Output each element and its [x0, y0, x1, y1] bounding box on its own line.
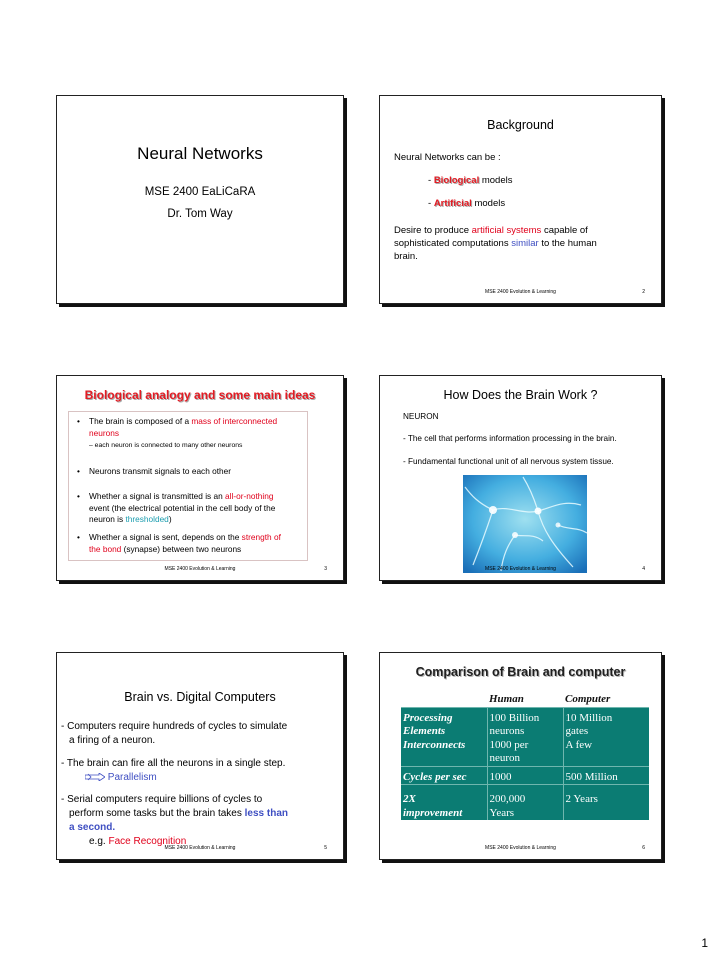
author-name: Dr. Tom Way	[167, 208, 233, 220]
desire-paragraph: Desire to produce artificial systems capable of sophisticated computations similar to the human brain.	[394, 225, 597, 262]
point-3: - Serial computers require billions of cycles to perform some tasks but the brain takes less than a second.	[61, 794, 288, 833]
point-1: - Computers require hundreds of cycles to simulate a firing of a neuron.	[61, 721, 288, 746]
bullet-1: • The brain is composed of a mass of interconnected neurons	[77, 416, 278, 438]
arrow-icon	[85, 773, 105, 781]
sheet-page-number: 1	[701, 936, 708, 950]
slide-4: How Does the Brain Work ? NEURON - The cell that performs information processing in the brain. - Fundamental functional unit of all nervous system tissue. MSE 2400 Evolution & Learning 4	[379, 375, 662, 581]
table-header-row	[401, 693, 649, 707]
table-row: 2X improvement 200,000 Years 2 Years	[401, 793, 649, 820]
bullet-box	[68, 411, 308, 561]
item-biological: - Biological models	[428, 175, 513, 186]
slide-3: Biological analogy and some main ideas • The brain is composed of a mass of interconnected neurons – each neuron is connected to many other neurons • Neurons transmit signals to each other • Whether a signal is transmitted is an all-or-nothing event (the electrical potential in the cell body of the neuron is thresholded) • Whether a signal is sent, depends on the strength of the bond (synapse) between two neurons MSE 2400 Evolution & Learning 3	[56, 375, 344, 581]
neuron-heading: NEURON	[403, 412, 439, 421]
item-artificial: - Artificial models	[428, 198, 506, 209]
comparison-table	[401, 693, 649, 820]
slide-5: Brain vs. Digital Computers - Computers require hundreds of cycles to simulate a firing of a neuron. - The brain can fire all the neurons in a single step. Parallelism - Serial computers require billions of cycles to perform some tasks but the brain takes less than a second. e.g. Face Recognition MSE 2400 Evolution & Learning 5	[56, 652, 344, 860]
sub-bullet-1: – each neuron is connected to many other neurons	[89, 442, 243, 449]
slide-title: Background	[487, 118, 554, 132]
header-human: Human	[487, 693, 563, 707]
parallelism-line: Parallelism	[61, 772, 157, 783]
bullet-2: • Neurons transmit signals to each other	[77, 466, 232, 476]
table-row: Interconnects 1000 per neuron A few	[401, 739, 649, 767]
slide-title: Biological analogy and some main ideas	[84, 388, 316, 402]
table-row: Cycles per sec 1000 500 Million	[401, 771, 649, 785]
bullet-4: • Whether a signal is sent, depends on the strength of the bond (synapse) between two neurons	[77, 532, 281, 554]
neuron-line-2: - Fundamental functional unit of all nervous system tissue.	[403, 457, 614, 466]
bullet-3: • Whether a signal is transmitted is an all-or-nothing event (the electrical potential in the cell body of the neuron is thresholded)	[77, 491, 276, 524]
intro-text: Neural Networks can be :	[394, 152, 501, 163]
slide-2: Background Neural Networks can be : - Biological models - Artificial models Desire to produce artificial systems capable of sophisticated computations similar to the human brain. MSE 2400 Evolution & Learning 2	[379, 95, 662, 304]
course-name: MSE 2400 EaLiCaRA	[144, 186, 256, 198]
point-2: - The brain can fire all the neurons in a single step. Parallelism	[61, 758, 286, 783]
neuron-line-1: - The cell that performs information processing in the brain.	[403, 434, 617, 443]
table-row: Processing Elements 100 Billion neurons 10 Million gates	[401, 712, 649, 739]
slide-title: Comparison of Brain and computer	[415, 665, 626, 679]
slide-title: Neural Networks	[137, 144, 263, 163]
header-computer: Computer	[563, 693, 649, 707]
point-4: e.g. Face Recognition	[89, 836, 187, 847]
slide-title: How Does the Brain Work ?	[443, 388, 598, 402]
slide-6: Comparison of Brain and computer Human Computer Processing Elements 100 Billion neurons 10 Million gates Interconnects 1000 per neuron A few Cycles per sec 1000 500 Million 2X improvement 200,000 Years 2 Years MSE 2400 Evolution & Learning 6	[379, 652, 662, 860]
slide-1	[56, 95, 344, 304]
neuron-image	[463, 475, 587, 573]
slide-title: Brain vs. Digital Computers	[124, 690, 276, 704]
